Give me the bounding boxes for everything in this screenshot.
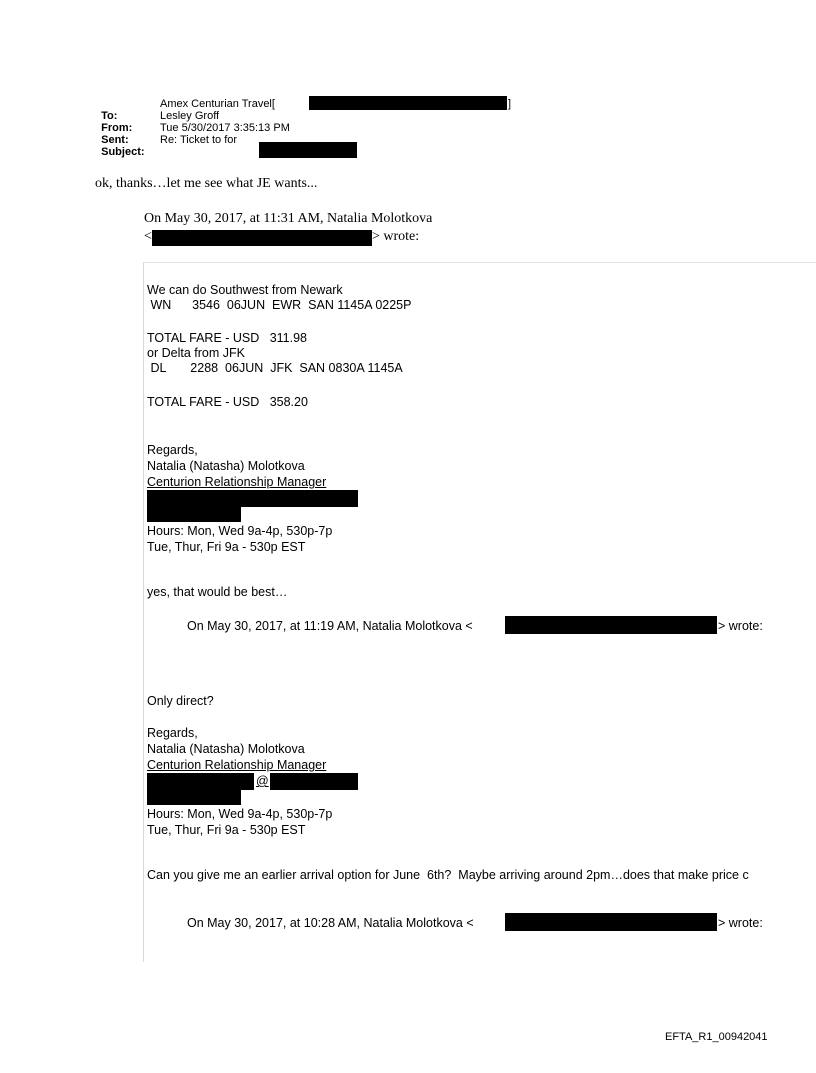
document-id: EFTA_R1_00942041	[665, 1031, 768, 1043]
redaction	[147, 507, 241, 522]
to-close: ]	[508, 98, 512, 110]
message1-line6: TOTAL FARE - USD 358.20	[147, 395, 308, 409]
message4-text: Can you give me an earlier arrival option for June 6th? Maybe arriving around 2pm…does that make price c	[147, 868, 749, 882]
from-value: Lesley Groff	[160, 110, 220, 122]
quote-wrote: > wrote:	[372, 229, 420, 244]
sent-value: Tue 5/30/2017 3:35:13 PM	[160, 122, 290, 134]
sent-label: Sent:	[101, 134, 129, 146]
message3-title: Centurion Relationship Manager	[147, 758, 327, 772]
message2-quote: On May 30, 2017, at 11:19 AM, Natalia Molotkova <	[187, 619, 473, 633]
subject-label: Subject:	[101, 146, 145, 158]
quote-intro: On May 30, 2017, at 11:31 AM, Natalia Molotkova	[144, 211, 433, 226]
quote-lt: <	[144, 229, 152, 244]
message1-title: Centurion Relationship Manager	[147, 475, 327, 489]
message3-regards: Regards,	[147, 726, 198, 740]
redaction	[505, 616, 717, 634]
message1-hours1: Hours: Mon, Wed 9a-4p, 530p-7p	[147, 524, 333, 538]
message1-regards: Regards,	[147, 443, 198, 457]
message1-line3: TOTAL FARE - USD 311.98	[147, 331, 308, 345]
message4-quote: On May 30, 2017, at 10:28 AM, Natalia Molotkova <	[187, 916, 474, 930]
redaction	[147, 790, 241, 805]
message1-hours2: Tue, Thur, Fri 9a - 530p EST	[147, 540, 306, 554]
redaction	[270, 773, 358, 790]
message1-line4: or Delta from JFK	[147, 346, 245, 360]
to-label: To:	[101, 110, 118, 122]
message3-hours1: Hours: Mon, Wed 9a-4p, 530p-7p	[147, 807, 333, 821]
message3-text: Only direct?	[147, 694, 214, 708]
message2-text: yes, that would be best…	[147, 585, 288, 599]
redaction	[147, 490, 358, 507]
message4-wrote: > wrote:	[718, 916, 763, 930]
message3-at: @	[256, 774, 269, 788]
header-subject	[95, 134, 145, 158]
redaction	[152, 230, 372, 246]
message1-line1: We can do Southwest from Newark	[147, 283, 343, 297]
redaction	[309, 96, 507, 110]
quote-border-left	[143, 262, 144, 962]
message3-hours2: Tue, Thur, Fri 9a - 530p EST	[147, 823, 306, 837]
message3-name: Natalia (Natasha) Molotkova	[147, 742, 305, 756]
redaction	[505, 913, 717, 931]
message2-wrote: > wrote:	[718, 619, 763, 633]
message1-name: Natalia (Natasha) Molotkova	[147, 459, 305, 473]
quote-border-top	[143, 262, 816, 263]
redaction	[259, 142, 357, 158]
from-label: From:	[101, 122, 133, 134]
message1-line5: DL 2288 06JUN JFK SAN 0830A 1145A	[147, 361, 403, 375]
subject-value: Re: Ticket to for	[160, 134, 238, 146]
reply-body: ok, thanks…let me see what JE wants...	[95, 176, 318, 191]
redaction	[147, 773, 254, 790]
to-value: Amex Centurian Travel[	[160, 98, 275, 110]
message1-line2: WN 3546 06JUN EWR SAN 1145A 0225P	[147, 298, 412, 312]
